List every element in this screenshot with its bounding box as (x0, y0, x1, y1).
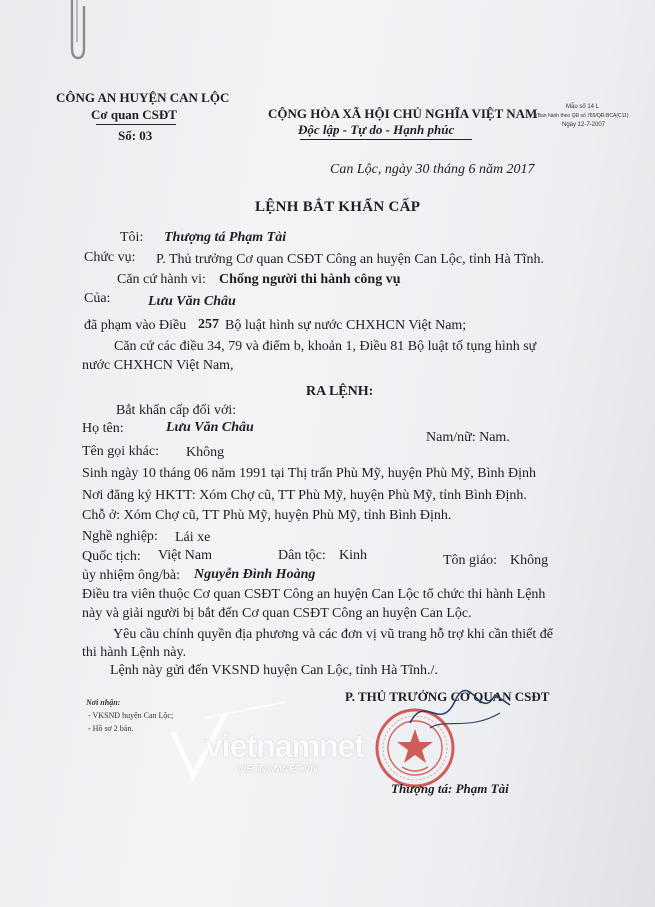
subject-intro: Bắt khẩn cấp đối với: (116, 403, 237, 418)
violation-prefix: đã phạm vào Điều (84, 318, 187, 333)
document-number: Số: 03 (118, 128, 153, 143)
label-occupation: Nghề nghiệp: (82, 529, 158, 544)
subject-alias: Không (186, 445, 225, 460)
label-cua: Của: (84, 291, 111, 306)
order-heading: RA LỆNH: (306, 384, 374, 399)
office-name: Cơ quan CSĐT (91, 107, 177, 122)
violation-code: Bộ luật hình sự nước CHXHCN Việt Nam; (225, 318, 467, 333)
watermark-url: VIETNAMNET.VN (237, 764, 318, 775)
issuer-name: Thượng tá Phạm Tài (164, 230, 287, 245)
request-line1: Yêu cầu chính quyền địa phương và các đơn vị vũ trang hỗ trợ khi cần thiết để (113, 627, 553, 642)
subject-address: Chỗ ở: Xóm Chợ cũ, TT Phù Mỹ, huyện Phù Mỹ, tỉnh Bình Định. (82, 508, 452, 523)
subject-occupation: Lái xe (175, 530, 211, 545)
label-ethnicity: Dân tộc: (278, 548, 326, 563)
subject-ethnicity: Kinh (339, 548, 367, 563)
request-line2: thi hành Lệnh này. (82, 645, 187, 660)
agency-name: CÔNG AN HUYỆN CAN LỘC (56, 90, 230, 105)
signature-scribble-icon (400, 683, 520, 743)
subject-birth: Sinh ngày 10 tháng 06 năm 1991 tại Thị trấn Phù Mỹ, huyện Phù Mỹ, Bình Định (82, 466, 536, 481)
recipients-title: Nơi nhận: (86, 698, 121, 707)
paper-clip-icon (66, 0, 88, 62)
delegate-duty-line2: này và giải người bị bắt đến Cơ quan CSĐT Công an huyện Can Lộc. (82, 606, 472, 621)
office-underline (96, 124, 176, 125)
label-religion: Tôn giáo: (443, 553, 498, 568)
delegate-duty-line1: Điều tra viên thuộc Cơ quan CSĐT Công an huyện Can Lộc tổ chức thi hành Lệnh (82, 587, 546, 602)
subject-gender: Nam/nữ: Nam. (426, 430, 510, 445)
form-decree: (Ban hành theo QĐ số 789/QĐ-BCA(C11) (536, 113, 629, 119)
violation-article: 257 (198, 317, 219, 332)
form-number: Mẫu số 14 L (566, 104, 600, 110)
subject-nationality: Việt Nam (158, 548, 212, 563)
subject-religion: Không (510, 553, 549, 568)
document-title: LỆNH BẮT KHẨN CẤP (255, 199, 421, 215)
request-line3: Lệnh này gửi đến VKSND huyện Can Lộc, tỉnh Hà Tĩnh./. (110, 663, 438, 678)
signature-title: P. THỦ TRƯỞNG CƠ QUAN CSĐT (345, 689, 550, 704)
delegate-label: ủy nhiệm ông/bà: (82, 568, 180, 583)
signatory-name: Thượng tá: Phạm Tài (391, 781, 509, 796)
motto-underline (300, 139, 472, 140)
recipient-1: - VKSND huyện Can Lộc; (88, 711, 174, 720)
label-chucvu: Chức vụ: (84, 250, 136, 265)
label-subject-name: Họ tên: (82, 421, 124, 436)
label-nationality: Quốc tịch: (82, 549, 141, 564)
national-motto: Độc lập - Tự do - Hạnh phúc (298, 122, 455, 137)
watermark-brand: vietnamnet (205, 728, 364, 764)
delegate-name: Nguyễn Đình Hoàng (194, 567, 316, 582)
recipient-2: - Hồ sơ 2 bản. (88, 724, 134, 733)
subject-name: Lưu Văn Châu (166, 420, 254, 435)
label-alias: Tên gọi khác: (82, 444, 159, 459)
legal-basis-line1: Căn cứ các điều 34, 79 và điểm b, khoản 1, Điều 81 Bộ luật tố tụng hình sự (114, 339, 537, 354)
legal-basis-line2: nước CHXHCN Việt Nam, (82, 358, 234, 373)
form-date: Ngày 12-7-2007 (562, 122, 606, 128)
date-line: Can Lộc, ngày 30 tháng 6 năm 2017 (330, 162, 535, 177)
offender-name: Lưu Văn Châu (148, 294, 236, 309)
basis-prefix: Căn cứ hành vi: (117, 272, 206, 287)
issuer-position: P. Thủ trưởng Cơ quan CSĐT Công an huyện Can Lộc, tỉnh Hà Tĩnh. (156, 252, 544, 267)
basis-act: Chống người thi hành công vụ (219, 272, 401, 287)
label-toi: Tôi: (120, 230, 144, 245)
watermark (165, 698, 364, 790)
subject-registered-residence: Nơi đăng ký HKTT: Xóm Chợ cũ, TT Phù Mỹ, huyện Phù Mỹ, tỉnh Bình Định. (82, 488, 527, 503)
country-name: CỘNG HÒA XÃ HỘI CHỦ NGHĨA VIỆT NAM (268, 106, 538, 121)
